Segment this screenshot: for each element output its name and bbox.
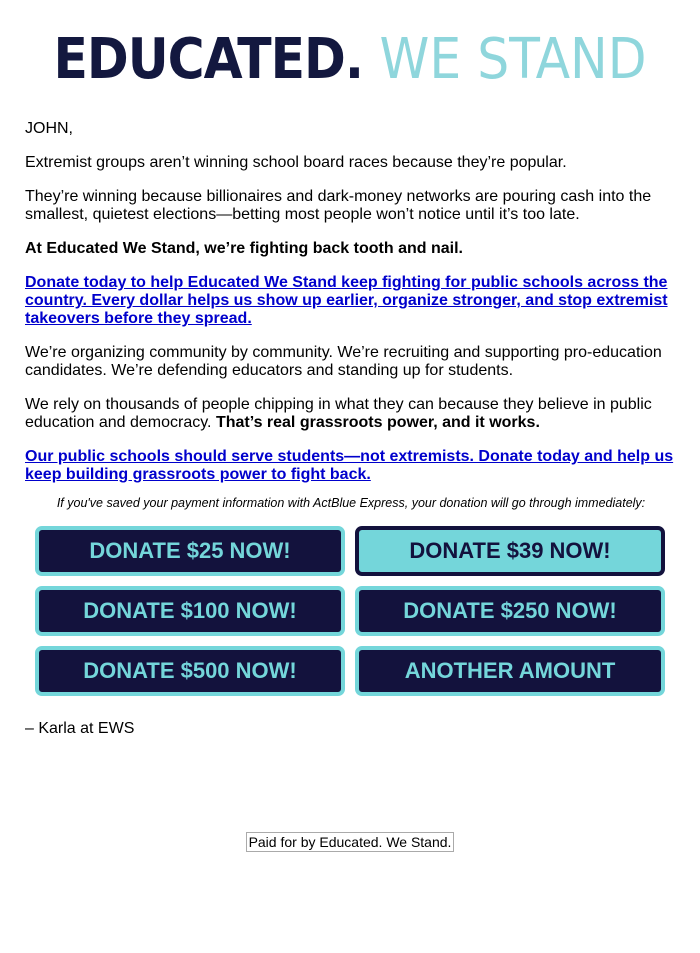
paragraph-extremist-groups: Extremist groups aren’t winning school board races because they’re popular. <box>25 154 567 171</box>
paragraph-billionaires: They’re winning because billionaires and dark-money networks are pouring cash into the smallest, quietest elections—betting most people won’t notice until it’s too late. <box>25 188 652 223</box>
paragraph-organizing: We’re organizing community by community. We’re recruiting and supporting pro-education candidates. We’re defending educators and standing up for students. <box>25 344 662 379</box>
donate-500-button[interactable]: DONATE $500 NOW! <box>35 646 345 696</box>
email-body <box>25 120 677 754</box>
greeting: JOHN, <box>25 120 73 137</box>
paragraph-grassroots <box>25 396 677 432</box>
grassroots-bold-text: That’s real grassroots power, and it works. <box>215 414 540 431</box>
donate-link-2[interactable]: Our public schools should serve students—not extremists. Donate today and help us keep building grassroots power to fight back. <box>25 448 674 483</box>
grassroots-text: We rely on thousands of people chipping in what they can because they believe in public education and democracy. <box>25 396 652 431</box>
donate-button-grid <box>35 526 677 696</box>
paragraph-fighting-back: At Educated We Stand, we’re fighting back tooth and nail. <box>25 240 463 257</box>
paragraph-donate-link-2 <box>25 448 677 484</box>
donate-100-button[interactable]: DONATE $100 NOW! <box>35 586 345 636</box>
actblue-express-note: If you've saved your payment information with ActBlue Express, your donation will go through immediately: <box>56 496 646 510</box>
another-amount-button[interactable]: ANOTHER AMOUNT <box>355 646 665 696</box>
paid-for-by-disclaimer: Paid for by Educated. We Stand. <box>246 832 455 852</box>
logo <box>0 28 700 92</box>
signature: – Karla at EWS <box>25 720 135 737</box>
paragraph-donate-link-1 <box>25 274 677 328</box>
donate-25-button[interactable]: DONATE $25 NOW! <box>35 526 345 576</box>
logo-we-stand-text: WE STAND <box>379 27 647 92</box>
logo-educated-text: EDUCATED. <box>53 27 364 92</box>
footer <box>0 832 700 852</box>
donate-link-1[interactable]: Donate today to help Educated We Stand keep fighting for public schools across the country. Every dollar helps us show up earlier, organize stronger, and stop extremist takeovers before they spread. <box>25 274 668 327</box>
donate-39-button[interactable]: DONATE $39 NOW! <box>355 526 665 576</box>
donate-250-button[interactable]: DONATE $250 NOW! <box>355 586 665 636</box>
